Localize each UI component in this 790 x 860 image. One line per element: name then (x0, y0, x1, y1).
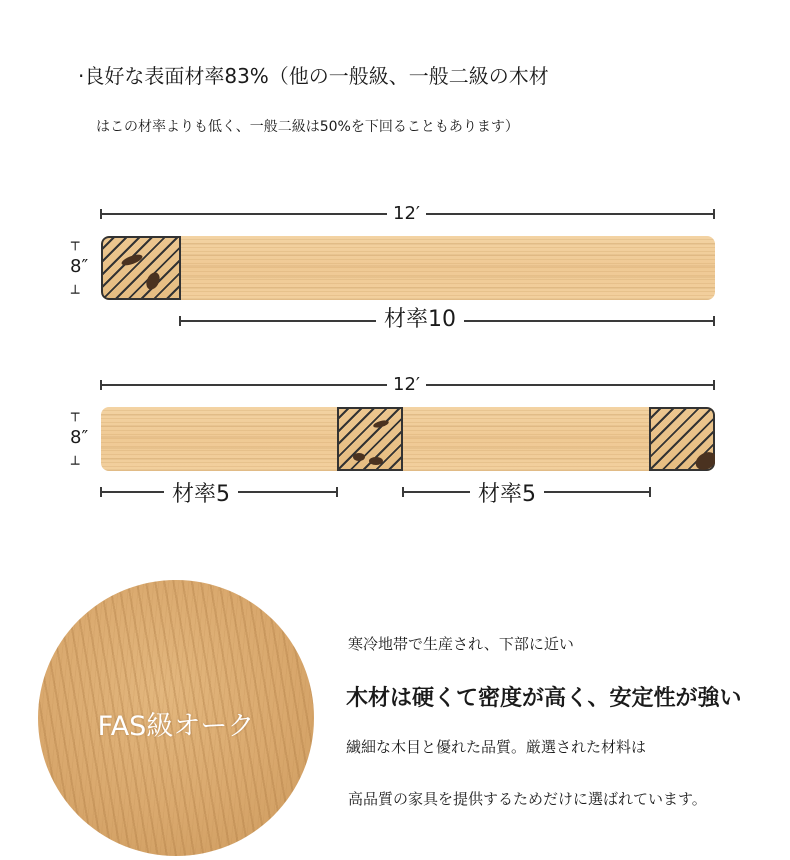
board2-plank (101, 407, 715, 471)
board2-length-label: 12′ (387, 374, 426, 396)
board1-length-cap-right (713, 209, 715, 219)
intro-text-line2: はこの材率よりも低く、一般二級は50%を下回ることもあります） (96, 119, 519, 135)
board1-width-tick-bottom: ┴ (71, 286, 80, 302)
fas-oak-label: FAS級オーク (97, 711, 255, 742)
board2-yield-right-cap-left (402, 487, 404, 497)
fas-oak-wood-sample (38, 580, 314, 856)
description-line3: 繊細な木目と優れた品質。厳選された材料は (346, 738, 647, 756)
board2-width-tick-bottom: ┴ (71, 457, 80, 473)
board2-length-cap-left (100, 380, 102, 390)
description-line4: 高品質の家具を提供するためだけに選ばれています。 (348, 790, 707, 808)
board2-yield-left-cap-right (336, 487, 338, 497)
board2-width-tick-top: ┬ (71, 406, 80, 422)
board1-knot-mark (120, 252, 143, 267)
intro-text-line1: ·良好な表面材率83%（他の一般級、一般二級の木材 (78, 64, 549, 88)
board1-width-tick-top: ┬ (71, 235, 80, 251)
board2-knot-mark (353, 453, 365, 461)
board1-length-label: 12′ (387, 203, 426, 225)
board1-length-cap-left (100, 209, 102, 219)
board1-yield-cap-right (713, 316, 715, 326)
board2-knot-mark (692, 449, 715, 471)
board2-yield-left-label: 材率5 (164, 483, 238, 507)
board2-yield-right-cap-right (649, 487, 651, 497)
board1-width-label: 8″ (70, 256, 89, 277)
board1-yield-label: 材率10 (376, 308, 464, 332)
description-line1: 寒冷地帯で生産され、下部に近い (348, 635, 574, 653)
board1-plank (101, 236, 715, 300)
board2-yield-right-label: 材率5 (470, 483, 544, 507)
board1-defect-section (101, 236, 181, 300)
board1-knot-mark (144, 270, 162, 291)
board1-yield-cap-left (179, 316, 181, 326)
board2-defect-section-right (649, 407, 715, 471)
board2-knot-mark (372, 419, 389, 429)
board2-defect-section-middle (337, 407, 403, 471)
description-heading: 木材は硬くて密度が高く、安定性が強い (346, 686, 742, 711)
board2-length-cap-right (713, 380, 715, 390)
board2-yield-left-cap-left (100, 487, 102, 497)
board2-width-label: 8″ (70, 427, 89, 448)
board2-knot-mark (369, 457, 383, 465)
